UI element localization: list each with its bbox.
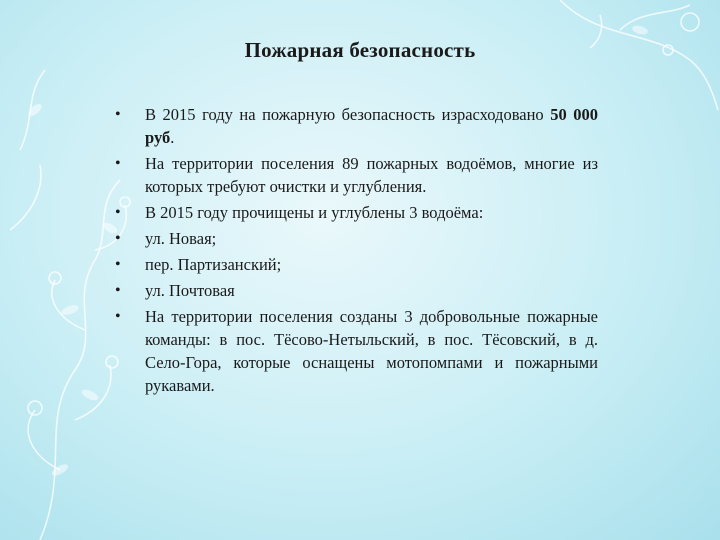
budget-amount: 50 000 руб [145,105,599,147]
bullet-list [113,103,598,397]
bullet-item [113,253,598,276]
bullet-item [113,152,598,198]
bullet-suffix: . [170,128,175,147]
bullet-item [113,103,598,149]
bullet-text: На территории поселения 89 пожарных водоёмов, многие из которых требуют очистки и углубления. [145,154,598,196]
bullet-text: На территории поселения созданы 3 добровольные пожарные команды: в пос. Тёсово-Нетыльский, в пос. Тёсовский, в д. Село-Гора, которые оснащены мотопомпами и пожарными рукавами. [145,307,598,395]
slide-content [113,103,598,400]
bullet-text: ул. Почтовая [145,281,235,300]
bullet-text: ул. Новая; [145,229,217,248]
bullet-item [113,305,598,397]
bullet-item [113,201,598,224]
bullet-item [113,279,598,302]
bullet-text: В 2015 году прочищены и углублены 3 водоёма: [145,203,484,222]
bullet-text: пер. Партизанский; [145,255,282,274]
bullet-item [113,227,598,250]
slide-title: Пожарная безопасность [244,38,476,62]
bullet-text: В 2015 году на пожарную безопасность израсходовано [145,105,551,124]
